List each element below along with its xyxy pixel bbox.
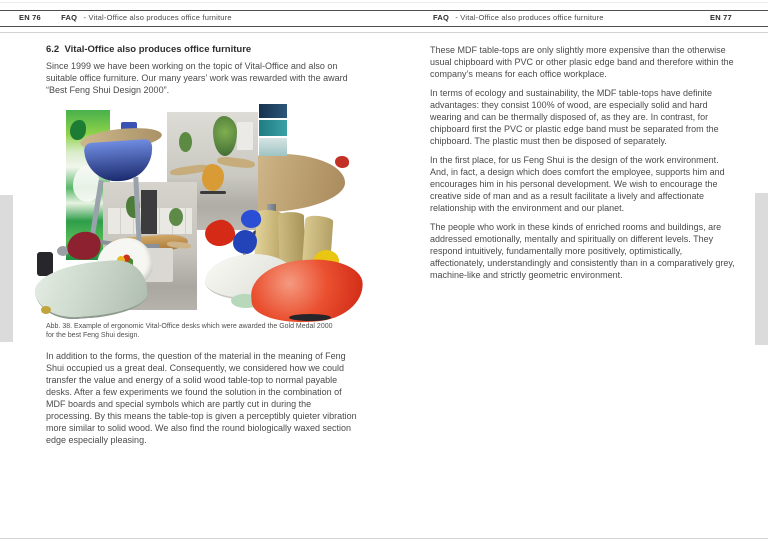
header-right [433,13,604,22]
header-title-right: - Vital-Office also produces office furniture [455,13,604,22]
chair-base-shape [200,191,226,194]
colorful-furniture-photo [205,210,380,322]
left-body-paragraph: In addition to the forms, the question of the material in the meaning of Feng Shui occupied us a great deal. Consequently, we considered how we could transfer the value and energy of a solid wood table-top to normal payable desks. After a few experiments we found the solution in the combination of MDF boards and special symbols which are partly cut in during the processing. By this means the table-top is given a perceptibly quieter vibration more similar to solid wood. We also find the round biologically waxed section edge especially pleasing. [46,351,357,445]
red-chair-shape [203,218,236,248]
gold-knob-shape [41,306,51,314]
blue-chair-shape [233,230,257,254]
header-rule-bottom [0,26,768,27]
right-paragraph-1: These MDF table-tops are only slightly more expensive than the otherwise usual chipboard with PVC or other plasic edge band and therefore within the company’s means for each office workplace. [430,45,734,79]
small-photos-strip [259,104,287,156]
page-number-left: EN 76 [19,13,41,22]
page-number-right: EN 77 [710,13,732,22]
small-photo-dark-blue [259,104,287,118]
wall-poster-shape [237,122,253,150]
plant-shape-small [179,132,192,152]
right-paragraph-4: The people who work in these kinds of enriched rooms and buildings, are addressed emotionally, mentally and spiritually on different levels. They respond intuitively, fundamentally more positively, optimistically, affectionately, understandingly and consistently than in a comparatively grey, machine-like and strictly geometric environment. [430,222,735,280]
small-photo-light [259,138,287,156]
right-paragraph-3: In the first place, for us Feng Shui is the design of the work environment. And, in fact, a design which does comfort the employee, supports him and encourages him in his personal development. We wish to encourage the creative side of man and as a result facilitate a lively and affectionate relationship with the environment and our planet. [430,155,725,213]
page-number-right-wrap [710,13,732,22]
desk-leg-left-shape [89,180,103,240]
small-photo-teal [259,120,287,136]
header-rule-top [0,10,768,11]
desk-blue-front-panel-shape [84,139,155,184]
figure-image-collage [45,104,380,322]
figure-caption: Abb. 38. Example of ergonomic Vital-Office desks which were awarded the Gold Medal 2000 for the best Feng Shui design. [46,323,333,339]
chapter-tab-left [0,195,13,342]
section-heading: 6.2 Vital-Office also produces office furniture [46,44,252,55]
plant-shape [213,116,237,156]
plant-shape [169,208,183,226]
page-bottom-edge-line [0,538,768,539]
intro-paragraph: Since 1999 we have been working on the topic of Vital-Office and also on suitable office furniture. Our many years’ work was rewarded with the award “Best Feng Shui Design 2000”. [46,61,348,95]
header-rule-light [0,32,768,33]
chapter-tab-right [755,193,768,345]
table-base-shape [289,314,331,321]
header-left [19,13,232,22]
right-paragraph-2: In terms of ecology and sustainability, the MDF table-tops have definite advantages: they consist 100% of wood, are especially solid and hard wearing and can be thermally disposed of, as they are. In contrast, for chipboard first the PVC or plastic edge band must be separated from the chipboard. The plastic must then be disposed of separately. [430,88,719,146]
header-section-right: FAQ [433,13,450,22]
glass-table-photo [33,232,159,322]
desk-shape-right [217,156,256,170]
header-title-left: - Vital-Office also produces office furniture [83,13,232,22]
yellow-office-chair-shape [202,164,224,191]
header-section-left: FAQ [61,13,78,22]
right-page-column [430,44,738,288]
red-chair-small-shape [335,156,349,168]
page-top-edge-line [0,2,768,3]
